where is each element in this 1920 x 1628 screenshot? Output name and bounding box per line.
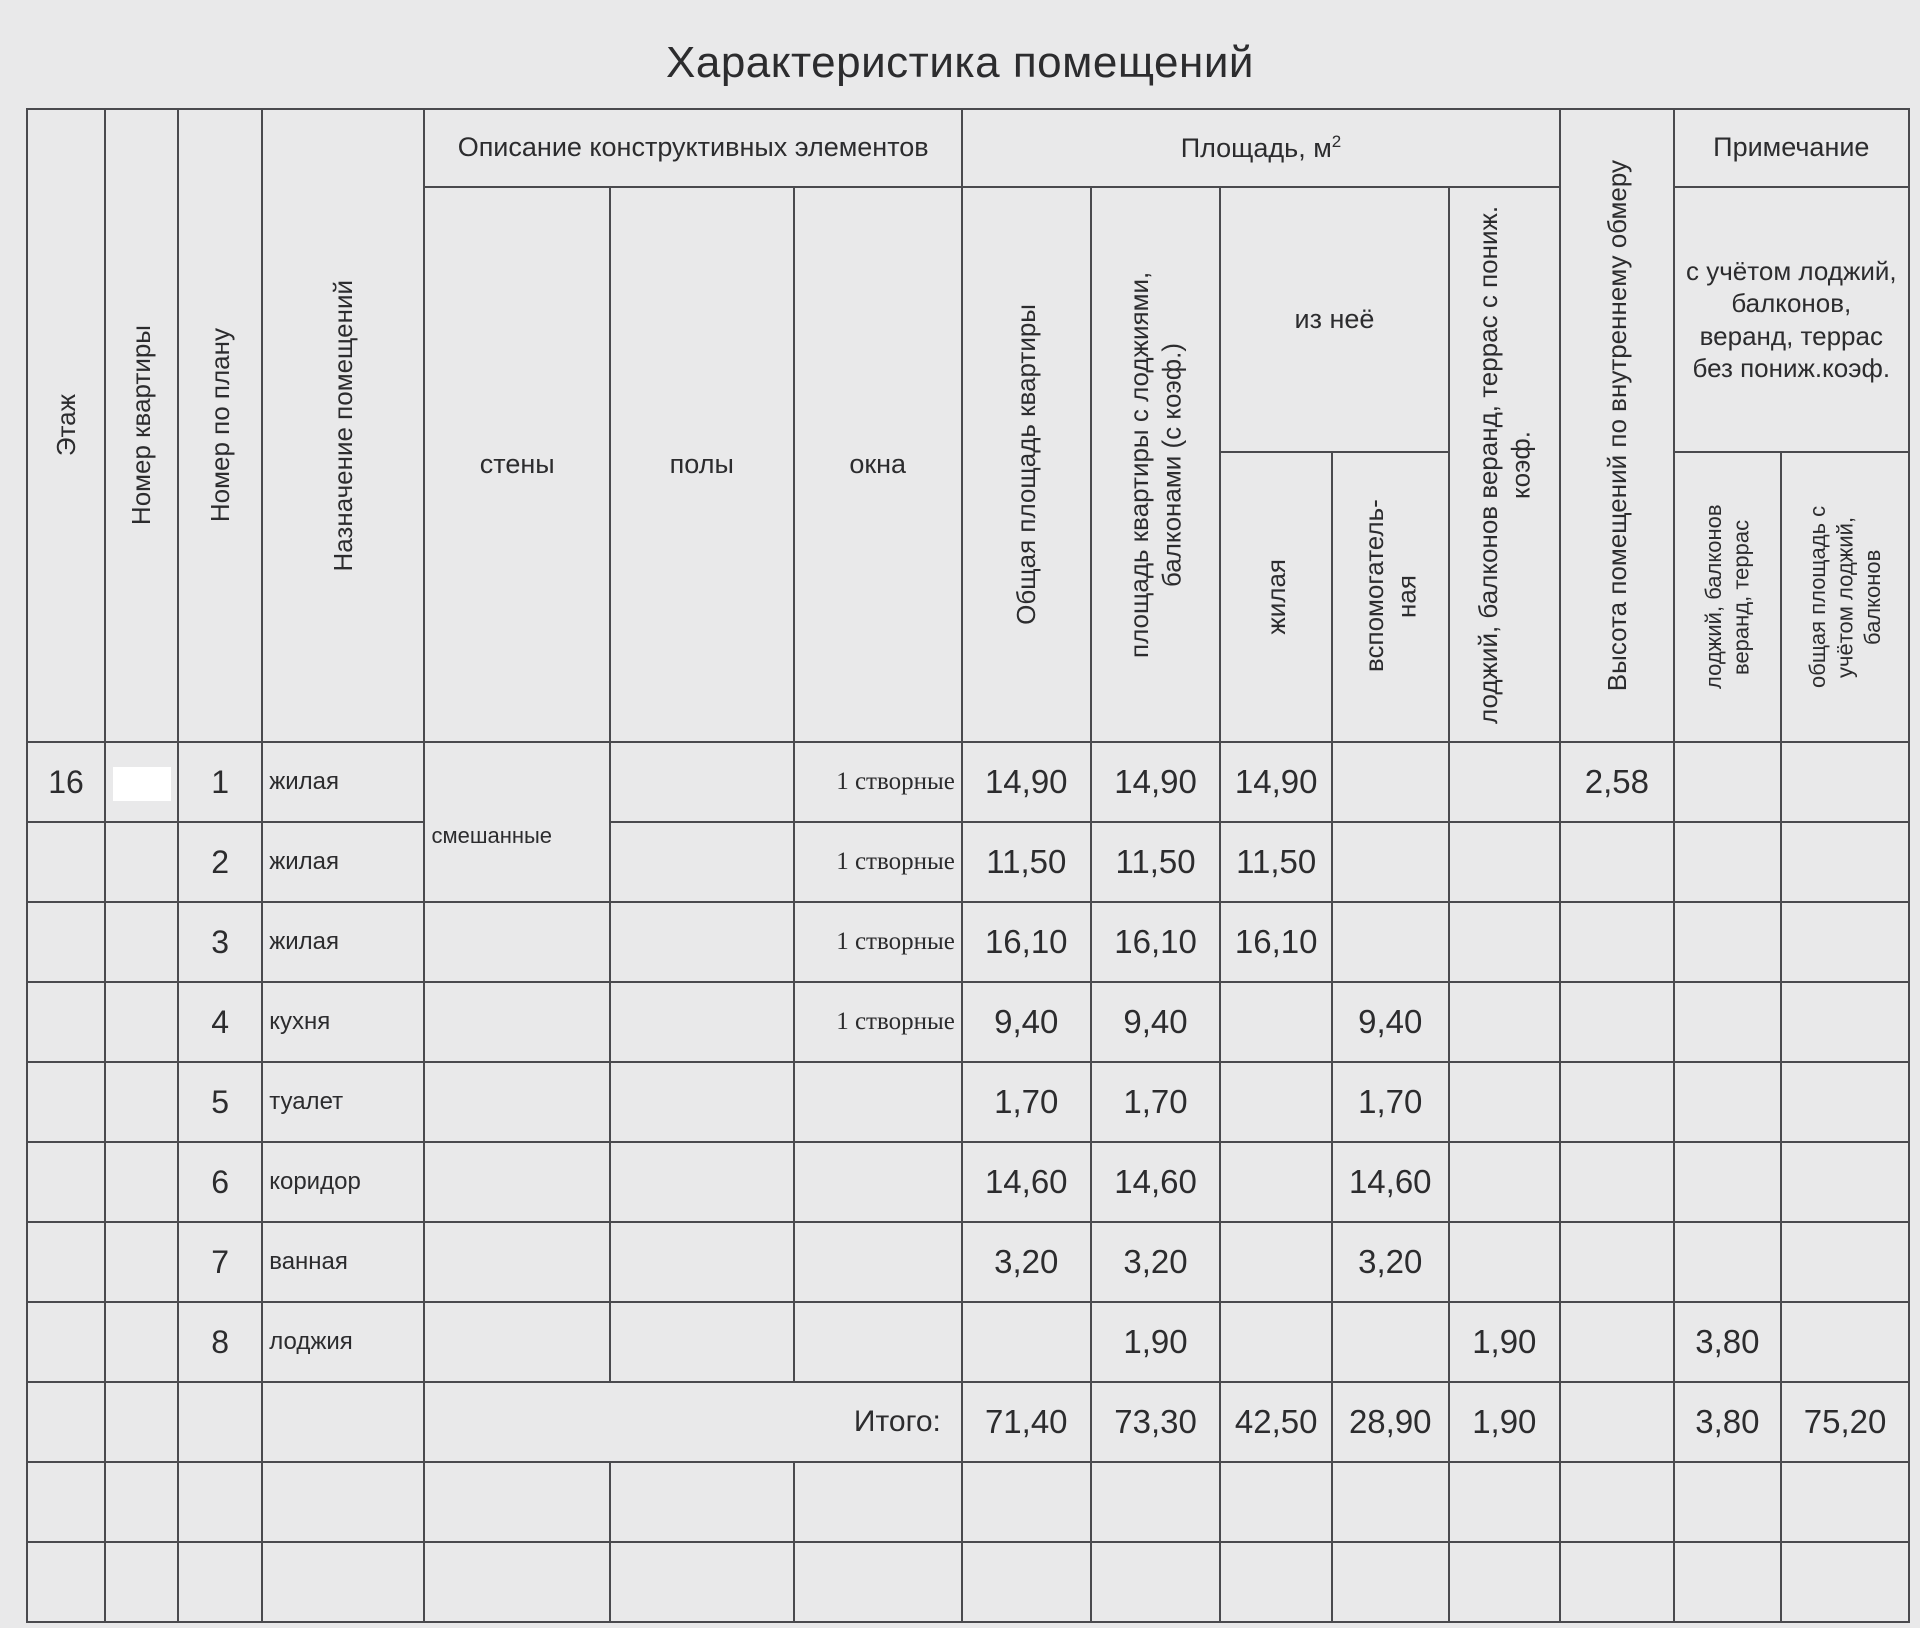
living-area-cell: 16,10 [1220,902,1332,982]
plan-no-cell: 6 [178,1142,262,1222]
empty-cell [1560,1542,1674,1622]
floor-cell [27,902,105,982]
room-name-cell: туалет [262,1062,424,1142]
totals-aux-cell: 28,90 [1332,1382,1449,1462]
empty-cell [962,1542,1091,1622]
total-area-cell: 14,90 [962,742,1091,822]
header-apartment-no: Номер квартиры [105,109,178,742]
height-cell [1560,1062,1674,1142]
empty-cell [1220,1542,1332,1622]
walls-cell [424,1062,610,1142]
floors-cell [610,1142,794,1222]
room-name-cell: лоджия [262,1302,424,1382]
empty-cell [27,1462,105,1542]
header-of-which: из неё [1220,187,1448,452]
walls-cell: смешанные [424,742,610,902]
plan-no-cell: 1 [178,742,262,822]
empty-cell [1781,1462,1909,1542]
totals-with-loggia-cell: 73,30 [1091,1382,1221,1462]
total-area-cell: 11,50 [962,822,1091,902]
floors-cell [610,742,794,822]
plan-no-cell: 7 [178,1222,262,1302]
windows-cell: 1 створные [794,822,962,902]
floors-cell [610,902,794,982]
note-loggia-cell: 3,80 [1674,1302,1781,1382]
note-total-cell [1781,1222,1909,1302]
walls-cell [424,1142,610,1222]
header-height: Высота помещений по внутреннему обмеру [1560,109,1674,742]
totals-note-total-cell: 75,20 [1781,1382,1909,1462]
header-room-purpose: Назначение помещений [262,109,424,742]
empty-cell [794,1542,962,1622]
loggia-reduced-cell: 1,90 [1449,1302,1561,1382]
apartment-no-cell [105,982,178,1062]
room-name-cell: жилая [262,742,424,822]
loggia-reduced-cell [1449,902,1561,982]
note-total-cell [1781,1062,1909,1142]
empty-row [27,1462,1909,1542]
note-total-cell [1781,742,1909,822]
totals-total-cell: 71,40 [962,1382,1091,1462]
windows-cell [794,1222,962,1302]
table-row [27,1222,1909,1302]
empty-cell [610,1462,794,1542]
empty-cell [1091,1462,1221,1542]
empty-row [27,1542,1909,1622]
header-total-apartment-area: Общая площадь квартиры [962,187,1091,742]
table-row [27,1302,1909,1382]
windows-cell [794,1142,962,1222]
note-total-cell [1781,822,1909,902]
note-total-cell [1781,902,1909,982]
plan-no-cell: 5 [178,1062,262,1142]
floor-cell [27,1222,105,1302]
note-loggia-cell [1674,1222,1781,1302]
header-walls: стены [424,187,610,742]
plan-no-cell: 3 [178,902,262,982]
total-area-cell [962,1302,1091,1382]
room-name-cell: коридор [262,1142,424,1222]
floors-cell [610,1062,794,1142]
walls-cell [424,1302,610,1382]
room-name-cell: ванная [262,1222,424,1302]
aux-area-cell: 14,60 [1332,1142,1449,1222]
area-with-loggia-cell: 11,50 [1091,822,1221,902]
windows-cell [794,1062,962,1142]
empty-cell [178,1382,262,1462]
totals-loggia-cell: 1,90 [1449,1382,1561,1462]
floor-cell [27,1142,105,1222]
header-living: жилая [1220,452,1332,742]
aux-area-cell: 3,20 [1332,1222,1449,1302]
floor-cell [27,1302,105,1382]
living-area-cell [1220,1222,1332,1302]
empty-cell [27,1542,105,1622]
totals-living-cell: 42,50 [1220,1382,1332,1462]
header-construction: Описание конструктивных элементов [424,109,961,187]
plan-no-cell: 2 [178,822,262,902]
walls-cell [424,902,610,982]
note-loggia-cell [1674,1062,1781,1142]
empty-cell [610,1542,794,1622]
floors-cell [610,1302,794,1382]
aux-area-cell [1332,822,1449,902]
height-cell [1560,1222,1674,1302]
header-windows: окна [794,187,962,742]
floor-cell [27,982,105,1062]
apartment-no-cell [105,1302,178,1382]
living-area-cell [1220,1062,1332,1142]
apartment-no-cell [105,902,178,982]
header-note-sub: с учётом лоджий, балконов, веранд, террас без пониж.коэф. [1674,187,1909,452]
note-total-cell [1781,1302,1909,1382]
aux-area-cell: 1,70 [1332,1062,1449,1142]
loggia-reduced-cell [1449,1222,1561,1302]
note-loggia-cell [1674,742,1781,822]
area-with-loggia-cell: 1,70 [1091,1062,1221,1142]
room-name-cell: жилая [262,902,424,982]
height-cell [1560,982,1674,1062]
windows-cell: 1 створные [794,982,962,1062]
totals-row [27,1382,1909,1462]
empty-cell [262,1542,424,1622]
apartment-no-cell [105,822,178,902]
page-title: Характеристика помещений [666,38,1254,87]
living-area-cell: 11,50 [1220,822,1332,902]
apartment-no-cell [105,1222,178,1302]
walls-cell [424,982,610,1062]
header-plan-no: Номер по плану [178,109,262,742]
header-note: Примечание [1674,109,1909,187]
empty-cell [962,1462,1091,1542]
living-area-cell [1220,1302,1332,1382]
header-auxiliary: вспомогатель-ная [1332,452,1449,742]
height-cell [1560,822,1674,902]
empty-cell [178,1462,262,1542]
note-loggia-cell [1674,982,1781,1062]
header-area-with-loggias: площадь квартиры с лоджиями, балконами (с коэф.) [1091,187,1221,742]
empty-cell [1091,1542,1221,1622]
loggia-reduced-cell [1449,742,1561,822]
apartment-no-cell [105,742,178,822]
windows-cell: 1 створные [794,742,962,822]
room-name-cell: кухня [262,982,424,1062]
header-floors: полы [610,187,794,742]
note-total-cell [1781,1142,1909,1222]
total-area-cell: 14,60 [962,1142,1091,1222]
header-loggias-reduced: лоджий, балконов веранд, террас с пониж. коэф. [1449,187,1561,742]
floor-cell [27,822,105,902]
floor-cell [27,1062,105,1142]
empty-cell [1449,1462,1561,1542]
redacted-apartment-number [113,767,171,801]
walls-cell [424,1222,610,1302]
note-loggia-cell [1674,1142,1781,1222]
note-loggia-cell [1674,822,1781,902]
floor-cell: 16 [27,742,105,822]
totals-height-cell [1560,1382,1674,1462]
note-total-cell [1781,982,1909,1062]
empty-cell [105,1542,178,1622]
room-name-cell: жилая [262,822,424,902]
empty-cell [1560,1462,1674,1542]
aux-area-cell [1332,742,1449,822]
header-row-1 [27,109,1909,187]
loggia-reduced-cell [1449,1062,1561,1142]
height-cell [1560,902,1674,982]
empty-cell [1449,1542,1561,1622]
plan-no-cell: 8 [178,1302,262,1382]
living-area-cell [1220,982,1332,1062]
table-row [27,982,1909,1062]
loggia-reduced-cell [1449,982,1561,1062]
empty-cell [105,1462,178,1542]
height-cell: 2,58 [1560,742,1674,822]
table-row [27,1142,1909,1222]
empty-cell [1332,1462,1449,1542]
plan-no-cell: 4 [178,982,262,1062]
total-area-cell: 16,10 [962,902,1091,982]
loggia-reduced-cell [1449,822,1561,902]
aux-area-cell [1332,902,1449,982]
empty-cell [262,1462,424,1542]
empty-cell [1220,1462,1332,1542]
totals-label: Итого: [424,1382,961,1462]
area-with-loggia-cell: 1,90 [1091,1302,1221,1382]
apartment-no-cell [105,1142,178,1222]
area-with-loggia-cell: 9,40 [1091,982,1221,1062]
empty-cell [178,1542,262,1622]
empty-cell [1332,1542,1449,1622]
aux-area-cell [1332,1302,1449,1382]
area-with-loggia-cell: 14,90 [1091,742,1221,822]
height-cell [1560,1142,1674,1222]
total-area-cell: 3,20 [962,1222,1091,1302]
empty-cell [1781,1542,1909,1622]
empty-cell [262,1382,424,1462]
windows-cell [794,1302,962,1382]
area-with-loggia-cell: 14,60 [1091,1142,1221,1222]
table-row [27,902,1909,982]
totals-note-loggia-cell: 3,80 [1674,1382,1781,1462]
empty-cell [424,1462,610,1542]
empty-cell [794,1462,962,1542]
loggia-reduced-cell [1449,1142,1561,1222]
header-floor: Этаж [27,109,105,742]
empty-cell [105,1382,178,1462]
aux-area-cell: 9,40 [1332,982,1449,1062]
height-cell [1560,1302,1674,1382]
living-area-cell: 14,90 [1220,742,1332,822]
header-area: Площадь, $м^2$ [962,109,1560,187]
total-area-cell: 9,40 [962,982,1091,1062]
empty-cell [27,1382,105,1462]
windows-cell: 1 створные [794,902,962,982]
rooms-table [26,108,1910,1623]
header-note-loggias: лоджий, балконов веранд, террас [1674,452,1781,742]
total-area-cell: 1,70 [962,1062,1091,1142]
floors-cell [610,982,794,1062]
floors-cell [610,822,794,902]
note-loggia-cell [1674,902,1781,982]
table-row [27,822,1909,902]
table-row [27,1062,1909,1142]
area-with-loggia-cell: 16,10 [1091,902,1221,982]
floors-cell [610,1222,794,1302]
table-row [27,742,1909,822]
header-note-total: общая площадь с учётом лоджий, балконов [1781,452,1909,742]
empty-cell [1674,1542,1781,1622]
living-area-cell [1220,1142,1332,1222]
area-with-loggia-cell: 3,20 [1091,1222,1221,1302]
empty-cell [424,1542,610,1622]
empty-cell [1674,1462,1781,1542]
apartment-no-cell [105,1062,178,1142]
